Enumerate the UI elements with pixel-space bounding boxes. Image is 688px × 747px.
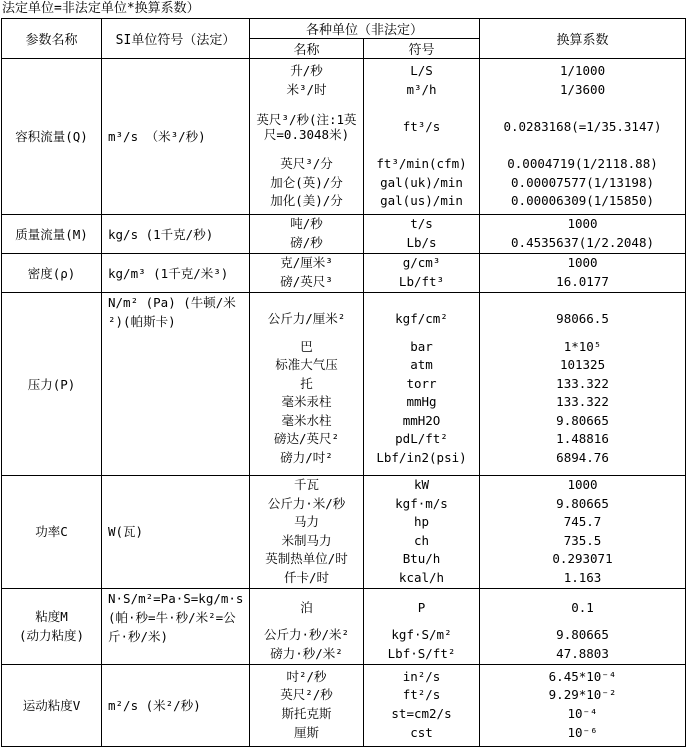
factor-cell — [480, 293, 686, 476]
unit-symbol: mmHg — [406, 394, 437, 410]
unit-symbol: cst — [410, 724, 433, 740]
unit-symbol: kcal/h — [398, 569, 445, 585]
symbol-cell — [364, 588, 480, 664]
table-row — [2, 476, 686, 589]
unit-symbol: Lb/s — [406, 235, 437, 250]
unit-symbol: hp — [413, 514, 430, 530]
param-name-cell: 密度(ρ) — [2, 254, 102, 293]
unit-factor: 9.80665 — [556, 627, 609, 643]
unit-symbol: mmH2O — [402, 412, 441, 428]
unit-factor: 1*10⁵ — [563, 338, 602, 354]
unit-symbol: st=cm2/s — [391, 706, 452, 722]
unit-factor: 47.8803 — [556, 645, 609, 661]
table-row — [2, 254, 686, 293]
unit-name: 仟卡/时 — [283, 569, 330, 585]
unit-factor: 98066.5 — [556, 311, 609, 327]
unit-factor: 1000 — [567, 216, 598, 232]
si-unit-cell: N·S/m²=Pa·S=kg/m·s (帕·秒=牛·秒/米²=公斤·秒/米) — [102, 588, 250, 664]
unit-symbol: m³/h — [406, 81, 437, 97]
unit-name: 英尺²/秒 — [280, 687, 333, 703]
unit-symbol: Btu/h — [402, 551, 441, 567]
unit-factor: 6.45*10⁻⁴ — [548, 668, 617, 684]
table-row — [2, 59, 686, 215]
unit-symbol: ft³/s — [402, 119, 441, 135]
table-row — [2, 588, 686, 664]
name-cell — [250, 254, 364, 293]
unit-factor: 0.00006309(1/15850) — [511, 193, 655, 209]
unit-factor: 0.0283168(=1/35.3147) — [503, 119, 662, 135]
unit-factor: 0.0004719(1/2118.88) — [507, 156, 658, 172]
si-unit-cell: m³/s （米³/秒) — [102, 59, 250, 215]
param-name-cell: 运动粘度V — [2, 664, 102, 746]
unit-symbol: Lbf·S/ft² — [387, 645, 456, 661]
unit-name: 克/厘米³ — [280, 255, 333, 271]
name-cell — [250, 588, 364, 664]
unit-symbol: atm — [410, 357, 433, 373]
unit-name: 米³/时 — [286, 81, 327, 97]
param-name-cell: 功率C — [2, 476, 102, 589]
unit-symbol: ch — [413, 532, 430, 548]
si-unit-cell: m²/s (米²/秒) — [102, 664, 250, 746]
header-factor: 换算系数 — [480, 19, 686, 59]
name-cell — [250, 664, 364, 746]
unit-factor: 9.80665 — [556, 495, 609, 511]
unit-factor: 10⁻⁶ — [567, 724, 598, 740]
param-name-cell: 压力(P) — [2, 293, 102, 476]
table-row — [2, 215, 686, 254]
unit-symbol: kgf/cm² — [395, 311, 448, 327]
unit-name: 磅达/英尺² — [273, 431, 340, 447]
unit-factor: 0.1 — [571, 599, 594, 615]
table-row — [2, 293, 686, 476]
param-name-cell: 粘度M (动力粘度) — [2, 588, 102, 664]
name-cell — [250, 59, 364, 215]
unit-factor: 9.29*10⁻² — [548, 687, 617, 703]
factor-cell — [480, 476, 686, 589]
unit-name: 厘斯 — [293, 724, 319, 740]
unit-name: 加化(美)/分 — [270, 193, 343, 209]
unit-symbol: kgf·S/m² — [391, 627, 452, 643]
si-unit-cell: W(瓦) — [102, 476, 250, 589]
unit-name: 英制热单位/时 — [265, 551, 348, 567]
unit-symbol: Lb/ft³ — [398, 274, 445, 289]
unit-symbol: kW — [413, 477, 430, 492]
header-si: SI单位符号（法定） — [102, 19, 250, 59]
unit-name: 加仑(英)/分 — [270, 174, 343, 190]
unit-symbol: g/cm³ — [402, 255, 441, 271]
unit-name: 磅/英尺³ — [280, 274, 333, 289]
symbol-cell — [364, 59, 480, 215]
unit-name: 升/秒 — [290, 63, 323, 79]
unit-symbol: L/S — [410, 63, 433, 79]
unit-name: 吨/秒 — [290, 216, 323, 232]
unit-name: 英尺³/分 — [280, 156, 333, 172]
name-cell — [250, 293, 364, 476]
unit-name: 公斤力·米/秒 — [267, 495, 346, 511]
unit-symbol: in²/s — [402, 668, 441, 684]
factor-cell — [480, 254, 686, 293]
unit-name: 英尺³/秒(注:1英尺=0.3048米) — [256, 111, 357, 143]
unit-symbol: bar — [410, 338, 433, 354]
header-param: 参数名称 — [2, 19, 102, 59]
unit-factor: 0.293071 — [552, 551, 613, 567]
unit-name: 巴 — [300, 338, 313, 354]
unit-name: 吋²/秒 — [286, 668, 327, 684]
unit-name: 斯托克斯 — [281, 706, 332, 722]
unit-name: 标准大气压 — [275, 357, 338, 373]
unit-name: 毫米水柱 — [281, 412, 332, 428]
unit-symbol: ft²/s — [402, 687, 441, 703]
table-row — [2, 664, 686, 746]
unit-name: 泊 — [300, 599, 313, 615]
symbol-cell — [364, 254, 480, 293]
symbol-cell — [364, 215, 480, 254]
header-symbol: 符号 — [364, 39, 480, 59]
unit-factor: 1.48816 — [556, 431, 609, 447]
unit-conversion-table — [1, 18, 686, 747]
unit-factor: 0.4535637(1/2.2048) — [511, 235, 655, 250]
unit-factor: 1/3600 — [559, 81, 606, 97]
factor-cell — [480, 215, 686, 254]
table-caption: 法定单位=非法定单位*换算系数） — [2, 1, 200, 16]
unit-symbol: ft³/min(cfm) — [376, 156, 467, 172]
symbol-cell — [364, 664, 480, 746]
si-unit-cell: N/m² (Pa) (牛顿/米²)(帕斯卡) — [102, 293, 250, 476]
unit-symbol: gal(uk)/min — [380, 174, 463, 190]
unit-name: 公斤力/厘米² — [267, 311, 346, 327]
unit-name: 托 — [300, 375, 313, 391]
unit-factor: 133.322 — [556, 394, 609, 410]
unit-name: 米制马力 — [281, 532, 332, 548]
unit-factor: 133.322 — [556, 375, 609, 391]
unit-name: 公斤力·秒/米² — [263, 627, 350, 643]
name-cell — [250, 476, 364, 589]
param-name-cell: 容积流量(Q) — [2, 59, 102, 215]
unit-name: 马力 — [293, 514, 319, 530]
unit-factor: 1.163 — [563, 569, 602, 585]
unit-name: 磅/秒 — [290, 235, 323, 250]
unit-factor: 1000 — [567, 477, 598, 492]
unit-symbol: kgf·m/s — [395, 495, 448, 511]
factor-cell — [480, 59, 686, 215]
unit-factor: 101325 — [559, 357, 606, 373]
si-unit-cell: kg/s (1千克/秒) — [102, 215, 250, 254]
unit-factor: 1000 — [567, 255, 598, 271]
factor-cell — [480, 588, 686, 664]
unit-factor: 745.7 — [563, 514, 602, 530]
unit-factor: 6894.76 — [556, 450, 609, 466]
si-unit-cell: kg/m³ (1千克/米³) — [102, 254, 250, 293]
unit-name: 磅力/吋² — [280, 450, 333, 466]
name-cell — [250, 215, 364, 254]
unit-factor: 0.00007577(1/13198) — [511, 174, 655, 190]
unit-name: 千瓦 — [293, 477, 319, 492]
unit-symbol: torr — [406, 375, 437, 391]
factor-cell — [480, 664, 686, 746]
unit-symbol: t/s — [410, 216, 433, 232]
symbol-cell — [364, 476, 480, 589]
unit-factor: 10⁻⁴ — [567, 706, 598, 722]
unit-factor: 9.80665 — [556, 412, 609, 428]
unit-symbol: gal(us)/min — [380, 193, 463, 209]
unit-symbol: P — [417, 599, 426, 615]
symbol-cell — [364, 293, 480, 476]
unit-factor: 16.0177 — [556, 274, 609, 289]
unit-symbol: pdL/ft² — [395, 431, 448, 447]
unit-factor: 735.5 — [563, 532, 602, 548]
header-units-group: 各种单位（非法定） — [250, 19, 480, 39]
unit-name: 磅力·秒/米² — [270, 645, 343, 661]
unit-name: 毫米汞柱 — [281, 394, 332, 410]
param-name-cell: 质量流量(M) — [2, 215, 102, 254]
unit-symbol: Lbf/in2(psi) — [376, 450, 467, 466]
header-name: 名称 — [250, 39, 364, 59]
unit-factor: 1/1000 — [559, 63, 606, 79]
